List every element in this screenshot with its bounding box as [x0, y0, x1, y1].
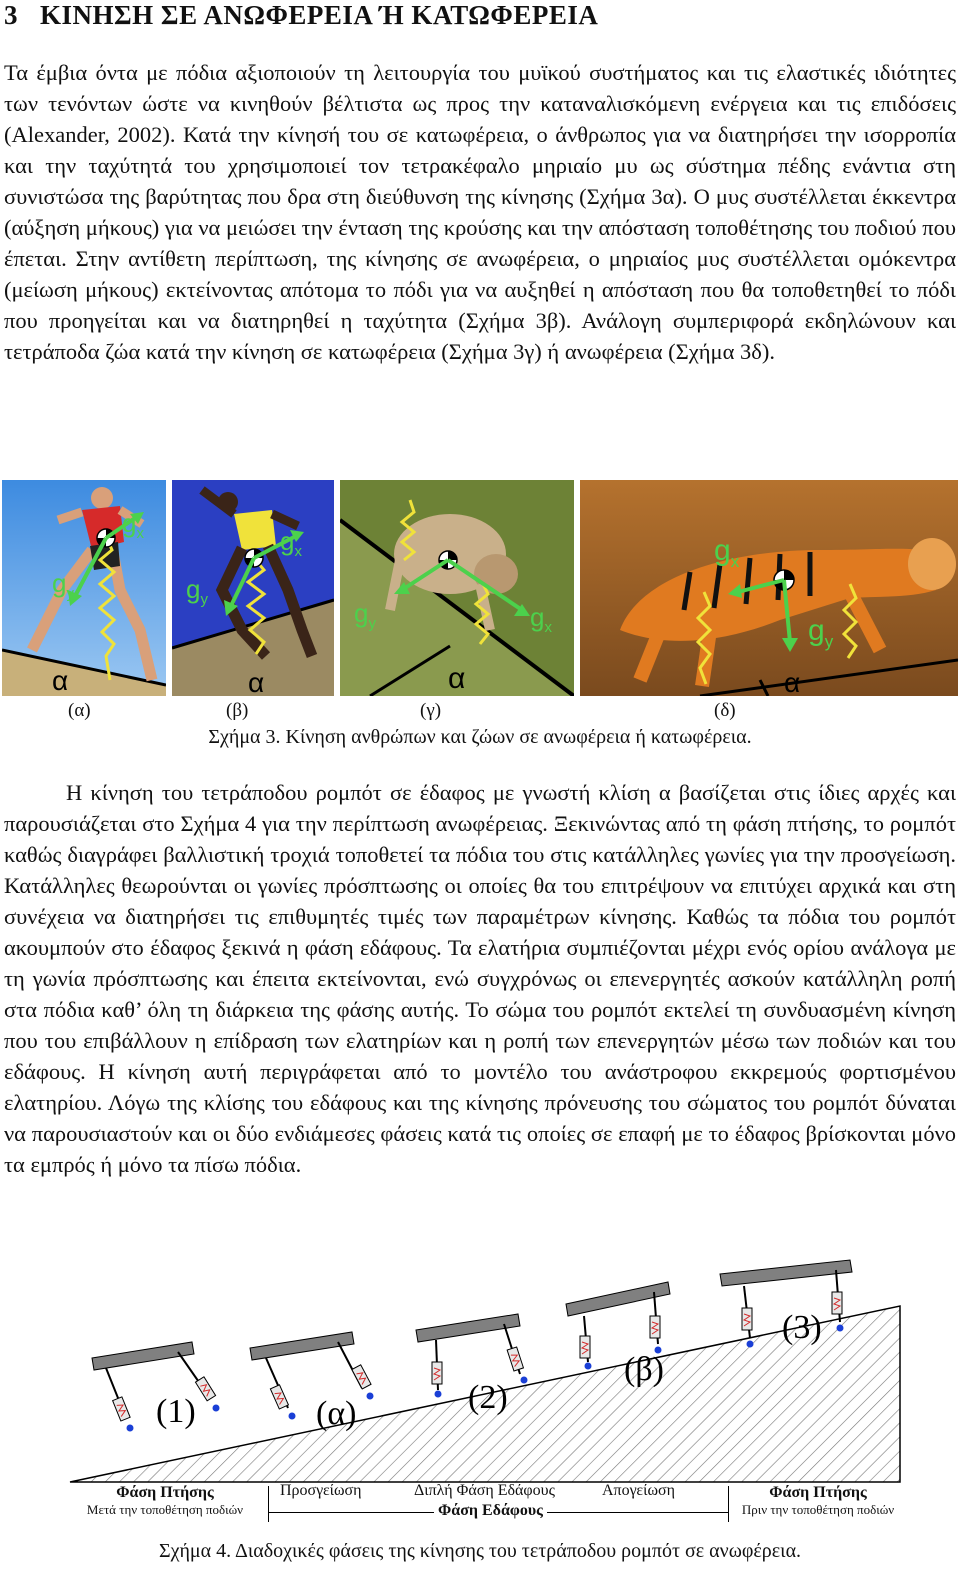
gy-label: $g_y$	[808, 614, 834, 651]
phase-flight-start	[70, 1484, 260, 1518]
photo-runner-uphill	[172, 480, 334, 696]
gx-label: $g_x$	[530, 602, 552, 636]
photo-tiger-uphill	[580, 480, 958, 696]
section-heading	[4, 0, 598, 31]
panel-label-a: (α)	[68, 700, 91, 721]
gy-label: $g_y$	[354, 598, 376, 632]
gx-label: $g_x$	[280, 526, 302, 560]
paragraph-1: Τα έμβια όντα με πόδια αξιοποιούν τη λειτουργία του μυϊκού συστήματος και τις ελαστικές ιδιότητες των τενόντων ώστε να κινηθούν βέλτιστα ως προς την καταναλισκόμενη ενέργεια και τις επιδόσεις (Alexander, 2002). Κατά την κίνησή του σε κατωφέρεια, ο άνθρωπος για να διατηρήσει την ισορροπία και την ταχύτητά του χρησιμοποιεί τον τετρακέφαλο μηριαίο μυ ως σύστημα πέδης ενάντια στη συνιστώσα της βαρύτητας που δρα στη διεύθυνση της κίνησης (Σχήμα 3α). Ο μυς συστέλλεται έκκεντρα (αύξηση μήκους) για να μειώσει την ένταση της κρούσης και την απόσταση τοποθέτησης του ποδιού που έπεται. Στην αντίθετη περίπτωση, της κίνησης σε ανωφέρεια, ο μηριαίος μυς συστέλλεται ομόκεντρα (μείωση μήκους) εκτείνοντας απότομα το πόδι για να αυξηθεί η απόσταση που θα τοποθετηθεί το πόδι που προηγείται και να διατηρηθεί η ταχύτητα (Σχήμα 3β). Ανάλογη συμπεριφορά εκδηλώνουν και τετράποδα ζώα κατά την κίνηση σε κατωφέρεια (Σχήμα 3γ) ή ανωφέρεια (Σχήμα 3δ).	[4, 60, 956, 364]
phase-stance: Φάση Εδάφους	[434, 1502, 547, 1520]
photo-runner-downhill	[2, 480, 166, 696]
alpha-label: α	[248, 667, 265, 696]
figure-3-caption: Σχήμα 3. Κίνηση ανθρώπων και ζώων σε ανωφέρεια ή κατωφέρεια.	[208, 726, 752, 748]
panel-label-d: (δ)	[714, 700, 736, 721]
phase-double-stance: Διπλή Φάση Εδάφους	[414, 1482, 555, 1499]
alpha-label: α	[52, 665, 69, 696]
alpha-label: α	[448, 662, 466, 695]
phase-liftoff: Απογείωση	[602, 1482, 675, 1499]
phase-flight-start-sub: Μετά την τοποθέτηση ποδιών	[86, 1502, 244, 1517]
stage-label-2: (2)	[468, 1379, 508, 1416]
phase-flight-end-title: Φάση Πτήσης	[769, 1484, 867, 1501]
section-number: 3	[4, 0, 18, 30]
phase-timeline	[68, 1482, 904, 1526]
gx-label: $g_x$	[122, 508, 144, 542]
stage-label-3: (3)	[782, 1309, 822, 1346]
photo-ram-downhill	[340, 480, 574, 696]
paragraph-2: Η κίνηση του τετράποδου ρομπότ σε έδαφος με γνωστή κλίση α βασίζεται στις ίδιες αρχές και παρουσιάζεται στο Σχήμα 4 για την περίπτωση ανωφέρειας. Ξεκινώντας από τη φάση πτήσης, το ρομπότ καθώς διαγράφει βαλλιστική τροχιά τοποθετεί τα πόδια του στις κατάλληλες γωνίες για την προσγείωση. Κατάλληλες θεωρούνται οι γωνίες πρόσπτωσης οι οποίες θα του επιτρέψουν να επιτύχει αρχικά και στη συνέχεια να διατηρήσει τις επιθυμητές τιμές των παραμέτρων κίνησης. Καθώς τα πόδια του ρομπότ ακουμπούν στο έδαφος ξεκινά η φάση εδάφους. Τα ελατήρια συμπιέζονται μέχρι ενός ορίου ανάλογα με τη γωνία πρόσπτωσης και έπειτα εκτείνονται, ενώ συγχρόνως οι επενεργητές ασκούν κατάλληλη ροπή στα πόδια καθ’ όλη τη διάρκεια της φάσης αυτής. Το σώμα του ρομπότ εκτελεί τη συνδυασμένη κίνηση που του επιβάλλουν η επίδραση των ελατηρίων και η ροπή των επενεργητών μέσω των ποδιών και του εδάφους. Η κίνηση αυτή περιγράφεται από το μοντέλο του ανάστροφου εκκρεμούς φορτισμένου ελατηρίου. Λόγω της κλίσης του εδάφους και της κίνησης πρόνευσης του σώματος του ρομπότ δύναται να παρουσιαστούν και οι δύο ενδιάμεσες φάσεις κατά τις οποίες σε επαφή με το έδαφος βρίσκονται μόνο τα εμπρός ή μόνο τα πίσω πόδια.	[4, 780, 956, 1177]
panel-label-b: (β)	[226, 700, 249, 721]
gy-label: $g_y$	[186, 574, 208, 608]
stage-label-b: (β)	[624, 1351, 664, 1388]
phase-flight-end	[732, 1484, 904, 1518]
stage-label-1: (1)	[156, 1393, 196, 1430]
gx-label: $g_x$	[714, 534, 740, 571]
phase-landing: Προσγείωση	[280, 1482, 362, 1499]
phase-flight-end-sub: Πριν την τοποθέτηση ποδιών	[741, 1502, 895, 1517]
figure-4-caption: Σχήμα 4. Διαδοχικές φάσεις της κίνησης του τετράποδου ρομπότ σε ανωφέρεια.	[158, 1540, 802, 1562]
figure-4-diagram	[60, 1258, 910, 1528]
stage-label-a: (α)	[316, 1395, 357, 1432]
section-title: ΚΙΝΗΣΗ ΣΕ ΑΝΩΦΕΡΕΙΑ Ή ΚΑΤΩΦΕΡΕΙΑ	[40, 0, 599, 30]
panel-label-c: (γ)	[420, 700, 442, 721]
phase-flight-start-title: Φάση Πτήσης	[116, 1484, 214, 1501]
figure-3-photos	[0, 480, 960, 698]
alpha-label: α	[784, 667, 801, 696]
gy-label: $g_y$	[52, 568, 74, 602]
